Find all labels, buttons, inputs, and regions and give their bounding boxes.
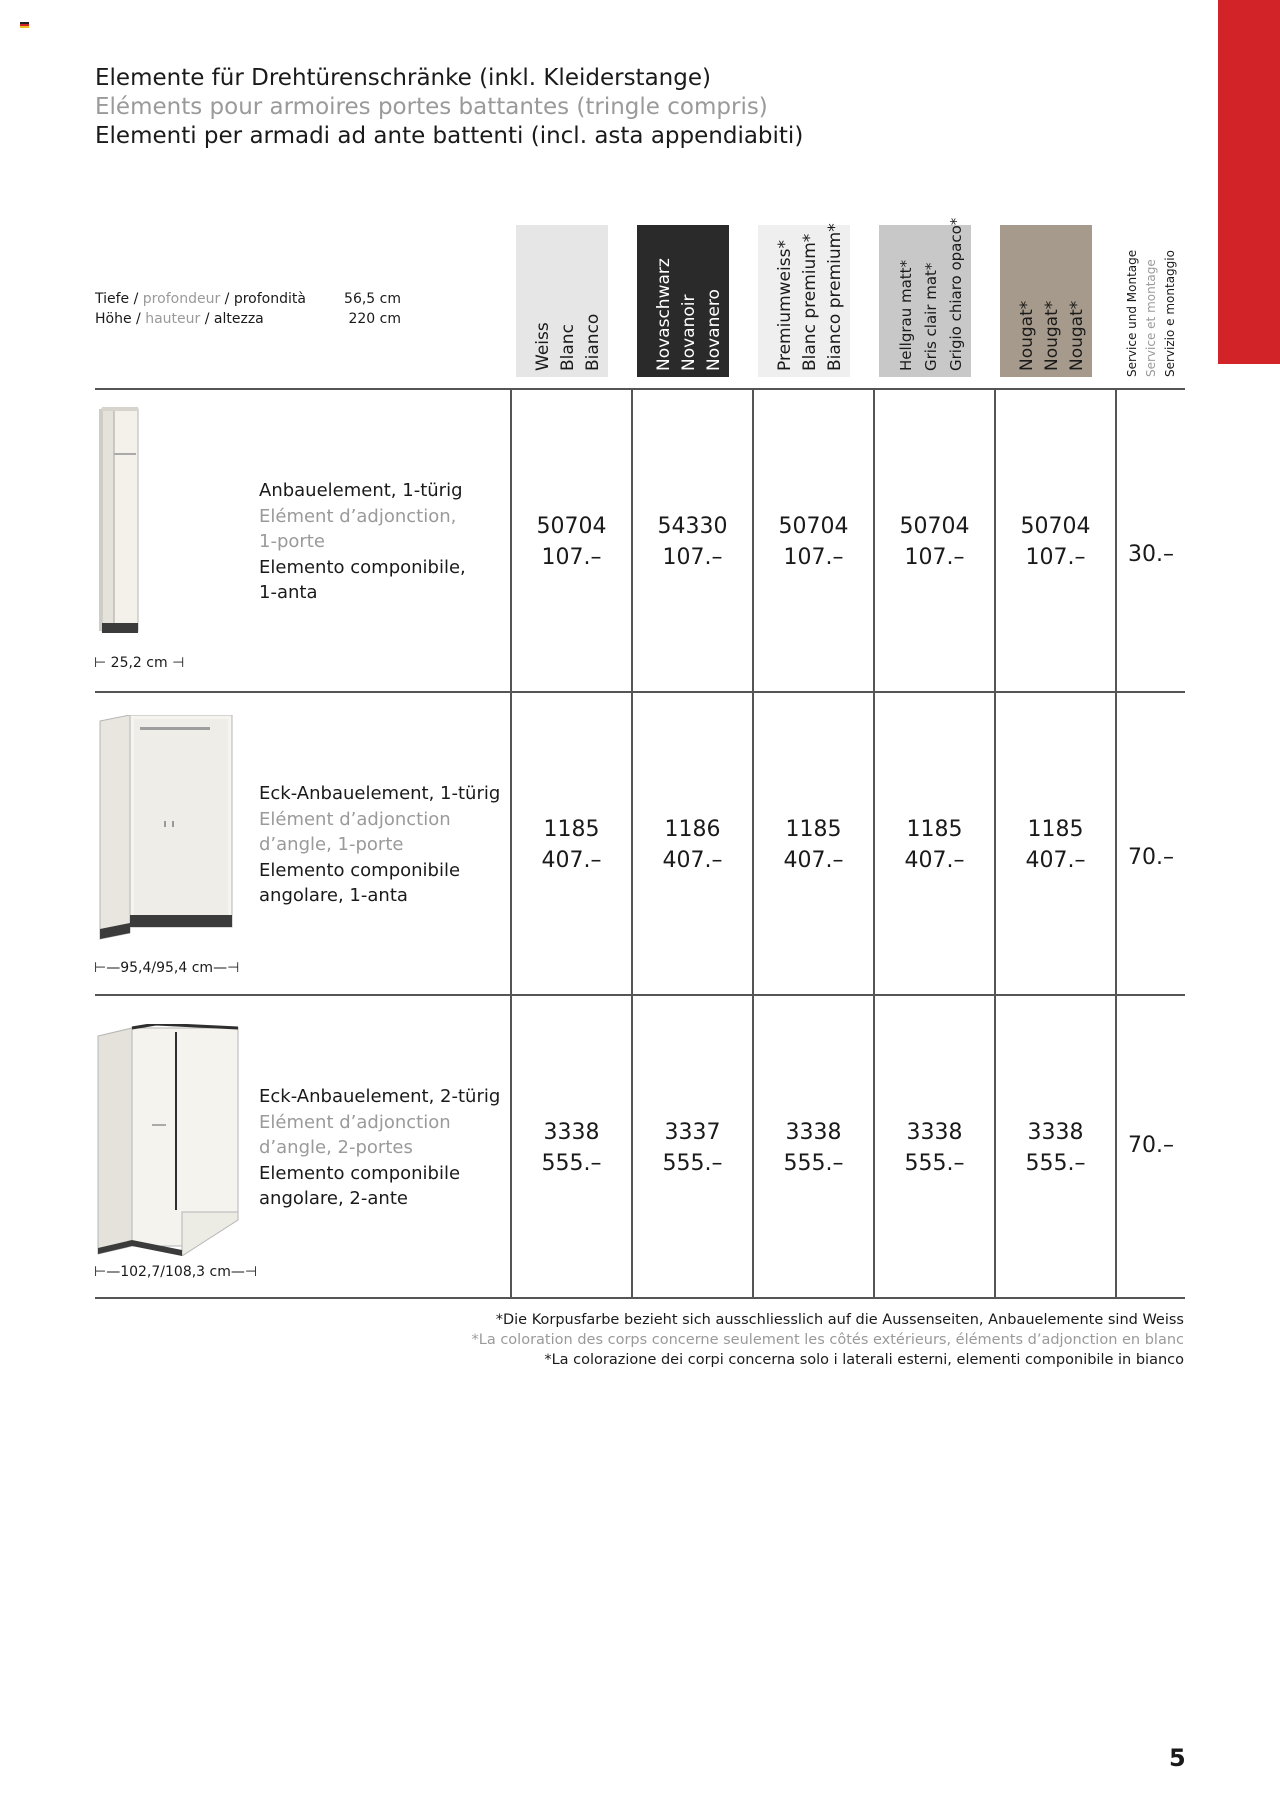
- price: 107.–: [662, 545, 723, 570]
- article-number: 50704: [1020, 514, 1091, 539]
- dimension-value: 102,7/108,3 cm: [120, 1264, 231, 1280]
- article-number: 3338: [906, 1120, 963, 1145]
- price-cell: [632, 814, 753, 876]
- service-price: 30.–: [1128, 542, 1174, 567]
- price: 407.–: [541, 848, 602, 873]
- article-number: 54330: [657, 514, 728, 539]
- title-it: Elementi per armadi ad ante battenti (incl. asta appendiabiti): [95, 123, 804, 149]
- product-name-it: Elemento componibile, 1-anta: [259, 556, 466, 603]
- dimension-label: [94, 960, 239, 976]
- article-number: 3338: [543, 1120, 600, 1145]
- service-label-fr: Service et montage: [1143, 259, 1158, 377]
- article-number: 1186: [664, 817, 721, 842]
- dimension-arrow-right: —⊣: [230, 1264, 258, 1280]
- height-row: [95, 309, 401, 329]
- dimension-value: 25,2 cm: [110, 655, 168, 671]
- price-cell: [753, 1117, 874, 1179]
- article-number: 1185: [785, 817, 842, 842]
- price-cell: [874, 1117, 995, 1179]
- column-header-weiss: [516, 225, 608, 377]
- product-image-anbauelement-1-tuerig: [96, 405, 146, 637]
- product-name-fr: Elément d’adjonction, 1-porte: [259, 505, 457, 552]
- depth-label-it: profondità: [233, 291, 306, 307]
- price: 107.–: [541, 545, 602, 570]
- column-label-fr: Gris clair mat*: [922, 262, 940, 371]
- height-label-de: Höhe: [95, 311, 132, 327]
- column-label-it: Novanero: [704, 289, 724, 371]
- dimension-arrow-left: ⊢—: [94, 1264, 121, 1280]
- dimension-label: [94, 1264, 257, 1280]
- column-header-nougat: [1000, 225, 1092, 377]
- price: 107.–: [904, 545, 965, 570]
- price: 407.–: [904, 848, 965, 873]
- product-description: [259, 1084, 500, 1212]
- price-cell: [753, 511, 874, 573]
- article-number: 3338: [785, 1120, 842, 1145]
- article-number: 50704: [778, 514, 849, 539]
- product-name-de: Eck-Anbauelement, 1-türig: [259, 783, 501, 804]
- service-price: 70.–: [1128, 1133, 1174, 1158]
- dimension-arrow-right: —⊣: [213, 960, 240, 976]
- price-cell: [511, 511, 632, 573]
- dimension-arrow-right: ⊣: [172, 655, 185, 671]
- product-name-it: Elemento componibile angolare, 2-ante: [259, 1162, 461, 1209]
- footnote-fr: *La coloration des corps concerne seulement les côtés extérieurs, éléments d’adjonction en blanc: [471, 1332, 1184, 1348]
- height-label-it: altezza: [213, 311, 264, 327]
- depth-label-fr: profondeur: [142, 291, 221, 307]
- price-cell: [511, 1117, 632, 1179]
- price-cell: [874, 814, 995, 876]
- price-cell: [995, 814, 1116, 876]
- article-number: 3338: [1027, 1120, 1084, 1145]
- service-label-it: Servizio e montaggio: [1162, 250, 1177, 377]
- separator: /: [136, 311, 141, 327]
- product-name-de: Anbauelement, 1-türig: [259, 480, 463, 501]
- column-label-de: Nougat*: [1017, 300, 1037, 371]
- article-number: 1185: [543, 817, 600, 842]
- separator: /: [133, 291, 139, 307]
- price: 107.–: [783, 545, 844, 570]
- dimension-arrow-left: ⊢: [94, 655, 107, 671]
- column-label-fr: Nougat*: [1042, 300, 1062, 371]
- column-label-fr: Novanoir: [679, 294, 699, 371]
- price: 407.–: [1025, 848, 1086, 873]
- column-header-premiumweiss: [758, 225, 850, 377]
- product-description: [259, 781, 500, 909]
- product-image-eck-anbauelement-2-tuerig: [96, 1024, 242, 1256]
- product-name-fr: Elément d’adjonction d’angle, 2-portes: [259, 1111, 451, 1158]
- dimensions-block: [95, 289, 401, 329]
- price: 555.–: [783, 1151, 844, 1176]
- column-header-novaschwarz: [637, 225, 729, 377]
- article-number: 50704: [899, 514, 970, 539]
- article-number: 3337: [664, 1120, 721, 1145]
- table-rule: [95, 994, 1185, 996]
- product-name-fr: Elément d’adjonction d’angle, 1-porte: [259, 808, 451, 855]
- table-rule: [95, 1297, 1185, 1299]
- price-cell: [995, 1117, 1116, 1179]
- price: 407.–: [662, 848, 723, 873]
- page-title: [95, 64, 803, 151]
- price-cell: [511, 814, 632, 876]
- price: 555.–: [541, 1151, 602, 1176]
- title-fr: Eléments pour armoires portes battantes (tringle compris): [95, 94, 768, 120]
- service-label-de: Service und Montage: [1124, 249, 1139, 377]
- footnote-de: *Die Korpusfarbe bezieht sich ausschliesslich auf die Aussenseiten, Anbauelemente sind Weiss: [495, 1312, 1184, 1328]
- price: 407.–: [783, 848, 844, 873]
- product-image-eck-anbauelement-1-tuerig: [96, 715, 238, 940]
- price-cell: [874, 511, 995, 573]
- price: 107.–: [1025, 545, 1086, 570]
- price-cell: [753, 814, 874, 876]
- column-label-it: Bianco: [583, 313, 603, 371]
- footnote-it: *La colorazione dei corpi concerna solo i laterali esterni, elementi componibile in bianco: [544, 1352, 1184, 1368]
- depth-label-de: Tiefe: [95, 291, 130, 307]
- column-label-de: Premiumweiss*: [775, 240, 795, 371]
- price: 555.–: [662, 1151, 723, 1176]
- service-price: 70.–: [1128, 845, 1174, 870]
- column-label-it: Grigio chiaro opaco*: [947, 217, 965, 371]
- dimension-value: 95,4/95,4 cm: [120, 960, 214, 976]
- column-label-it: Nougat*: [1067, 300, 1087, 371]
- article-number: 1185: [1027, 817, 1084, 842]
- price: 555.–: [1025, 1151, 1086, 1176]
- title-de: Elemente für Drehtürenschränke (inkl. Kleiderstange): [95, 65, 711, 91]
- product-name-de: Eck-Anbauelement, 2-türig: [259, 1086, 501, 1107]
- column-header-service: [1117, 225, 1185, 377]
- price-cell: [995, 511, 1116, 573]
- depth-value: 56,5 cm: [344, 291, 401, 307]
- column-label-it: Bianco premium*: [825, 223, 845, 371]
- column-label-fr: Blanc premium*: [800, 233, 820, 371]
- column-label-de: Hellgrau matt*: [897, 259, 915, 371]
- column-label-fr: Blanc: [558, 324, 578, 371]
- column-header-hellgrau: [879, 217, 971, 377]
- column-label-de: Weiss: [533, 322, 553, 371]
- page-number: 5: [1169, 1744, 1186, 1772]
- product-name-it: Elemento componibile angolare, 1-anta: [259, 859, 461, 906]
- red-tab-marker: [1218, 0, 1280, 364]
- article-number: 1185: [906, 817, 963, 842]
- table-rule: [95, 691, 1185, 693]
- product-description: [259, 478, 469, 606]
- article-number: 50704: [536, 514, 607, 539]
- height-value: 220 cm: [348, 311, 401, 327]
- separator: /: [224, 291, 230, 307]
- depth-row: [95, 289, 401, 309]
- flag-icon: [20, 22, 29, 28]
- dimension-label: [94, 655, 184, 671]
- price: 555.–: [904, 1151, 965, 1176]
- dimension-arrow-left: ⊢—: [94, 960, 121, 976]
- price-cell: [632, 1117, 753, 1179]
- height-label-fr: hauteur: [145, 311, 201, 327]
- table-rule: [95, 388, 1185, 390]
- separator: /: [204, 311, 210, 327]
- column-label-de: Novaschwarz: [654, 258, 674, 371]
- price-cell: [632, 511, 753, 573]
- footnotes: [472, 1310, 1184, 1370]
